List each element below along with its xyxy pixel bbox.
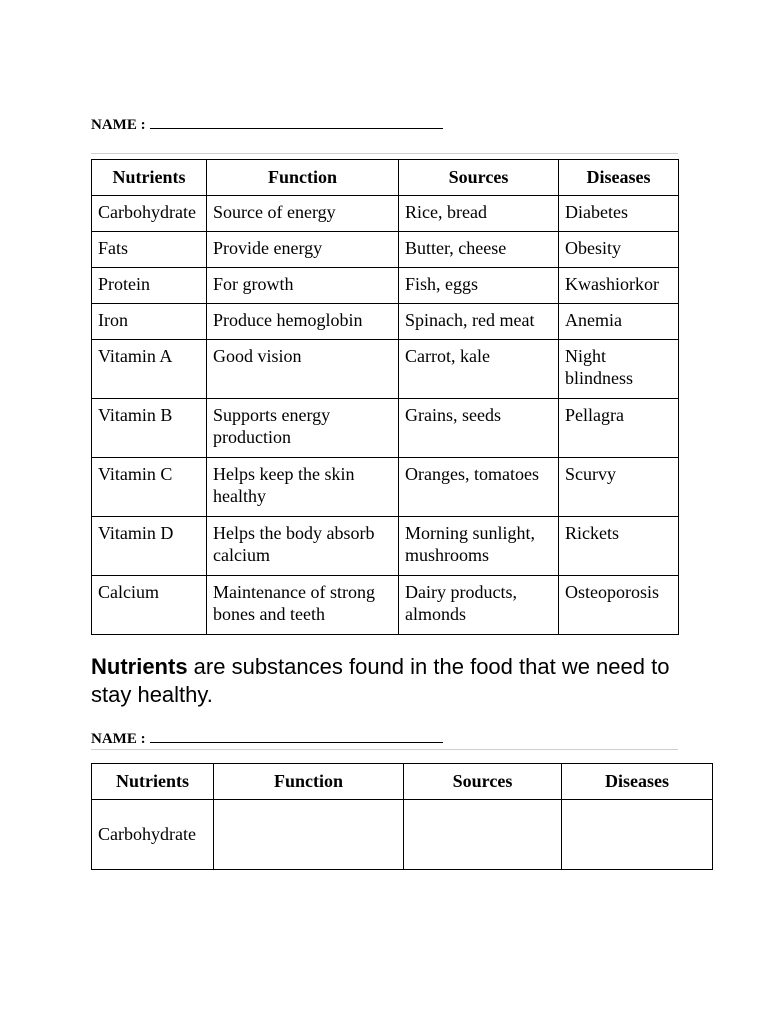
cell-sources: Morning sunlight, mushrooms: [399, 517, 559, 576]
cell-diseases: Kwashiorkor: [559, 268, 679, 304]
header-nutrients: Nutrients: [92, 160, 207, 196]
cell-sources: Spinach, red meat: [399, 304, 559, 340]
divider: [91, 153, 678, 154]
cell-function: Helps the body absorb calcium: [207, 517, 399, 576]
cell-nutrient: Vitamin C: [92, 458, 207, 517]
blank-nutrients-table: [91, 763, 713, 870]
table-row: [92, 517, 679, 576]
table-row: [92, 196, 679, 232]
cell-sources: Dairy products, almonds: [399, 576, 559, 635]
cell-diseases: Rickets: [559, 517, 679, 576]
cell-function: Helps keep the skin healthy: [207, 458, 399, 517]
name-label: NAME :: [91, 117, 146, 133]
table-row: [92, 458, 679, 517]
header-sources: Sources: [399, 160, 559, 196]
cell-function: Supports energy production: [207, 399, 399, 458]
cell-diseases: Night blindness: [559, 340, 679, 399]
divider: [91, 749, 678, 750]
cell-function: For growth: [207, 268, 399, 304]
cell-nutrient: Vitamin A: [92, 340, 207, 399]
cell-diseases: Anemia: [559, 304, 679, 340]
table-row: [92, 800, 713, 870]
name-blank[interactable]: [150, 730, 443, 743]
cell-diseases: Scurvy: [559, 458, 679, 517]
header-diseases: Diseases: [559, 160, 679, 196]
table-row: [92, 268, 679, 304]
cell-nutrient: Iron: [92, 304, 207, 340]
header-function: Function: [214, 764, 404, 800]
cell-sources: Carrot, kale: [399, 340, 559, 399]
table-row: [92, 399, 679, 458]
definition-term: Nutrients: [91, 654, 188, 679]
header-function: Function: [207, 160, 399, 196]
table-row: [92, 304, 679, 340]
cell-function: Maintenance of strong bones and teeth: [207, 576, 399, 635]
table-row: [92, 340, 679, 399]
cell-sources: Rice, bread: [399, 196, 559, 232]
table-row: [92, 576, 679, 635]
cell-sources: Oranges, tomatoes: [399, 458, 559, 517]
name-line-2: [91, 730, 443, 748]
name-label: NAME :: [91, 731, 146, 747]
cell-nutrient: Protein: [92, 268, 207, 304]
name-blank[interactable]: [150, 116, 443, 129]
cell-nutrient: Calcium: [92, 576, 207, 635]
definition-text: are substances found in the food that we need to stay healthy.: [91, 654, 670, 707]
nutrients-definition: [91, 653, 691, 709]
cell-sources: Butter, cheese: [399, 232, 559, 268]
header-sources: Sources: [404, 764, 562, 800]
header-diseases: Diseases: [562, 764, 713, 800]
cell-function: Source of energy: [207, 196, 399, 232]
table-header-row: [92, 160, 679, 196]
cell-sources: Grains, seeds: [399, 399, 559, 458]
nutrients-table: [91, 159, 679, 635]
table-row: [92, 232, 679, 268]
cell-diseases-blank[interactable]: [562, 800, 713, 870]
cell-nutrient: Vitamin D: [92, 517, 207, 576]
table-header-row: [92, 764, 713, 800]
cell-function: Good vision: [207, 340, 399, 399]
cell-diseases: Diabetes: [559, 196, 679, 232]
header-nutrients: Nutrients: [92, 764, 214, 800]
cell-function: Provide energy: [207, 232, 399, 268]
cell-nutrient: Carbohydrate: [92, 800, 214, 870]
cell-diseases: Obesity: [559, 232, 679, 268]
name-line-1: [91, 116, 443, 134]
cell-function: Produce hemoglobin: [207, 304, 399, 340]
cell-nutrient: Fats: [92, 232, 207, 268]
cell-function-blank[interactable]: [214, 800, 404, 870]
cell-sources: Fish, eggs: [399, 268, 559, 304]
cell-sources-blank[interactable]: [404, 800, 562, 870]
cell-diseases: Osteoporosis: [559, 576, 679, 635]
cell-nutrient: Vitamin B: [92, 399, 207, 458]
cell-nutrient: Carbohydrate: [92, 196, 207, 232]
cell-diseases: Pellagra: [559, 399, 679, 458]
